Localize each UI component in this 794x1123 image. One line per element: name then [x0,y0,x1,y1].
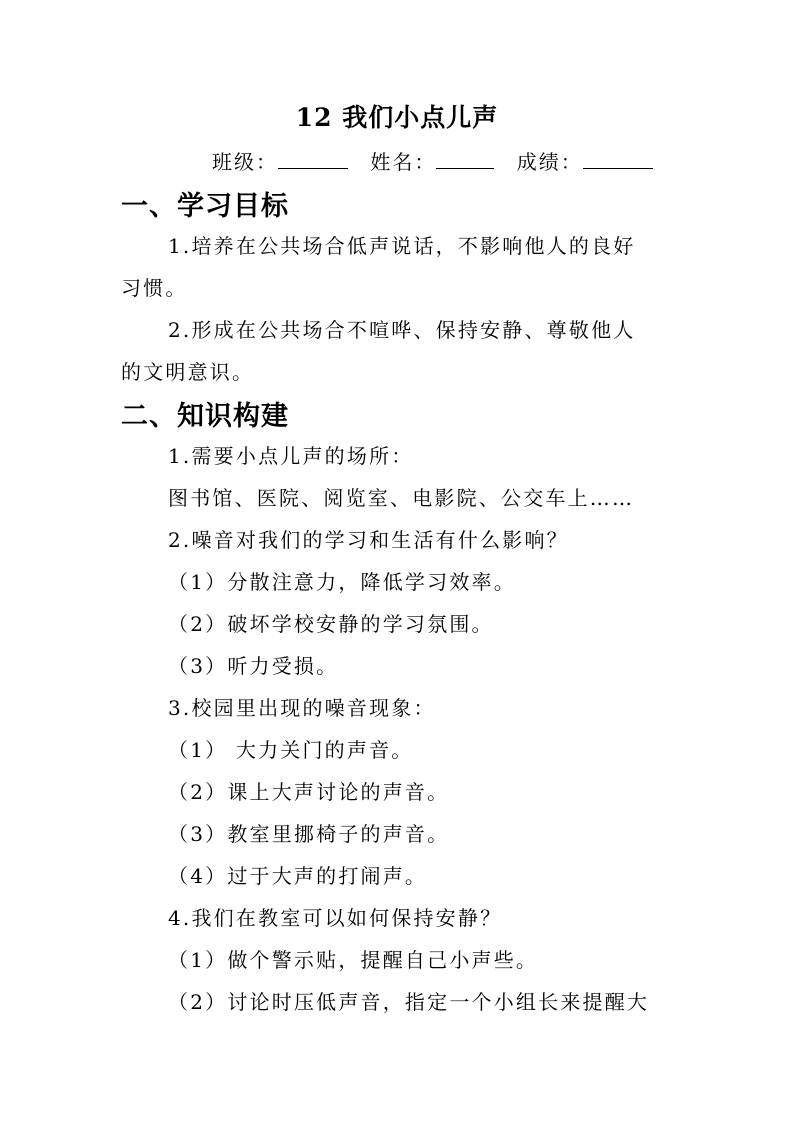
goal-line: 2.形成在公共场合不喧哗、保持安静、尊敬他人 [168,318,636,342]
name-label: 姓名： [370,150,437,174]
section-heading-goals: 一、学习目标 [121,191,289,222]
knowledge-line: 2.噪音对我们的学习和生活有什么影响？ [168,528,569,552]
goal-line: 习惯。 [121,276,188,300]
score-blank[interactable] [583,148,653,169]
section-heading-knowledge: 二、知识构建 [121,401,289,432]
goal-line: 1.培养在公共场合低声说话，不影响他人的良好 [168,234,636,258]
knowledge-line: 图书馆、医院、阅览室、电影院、公交车上…… [168,486,635,510]
knowledge-line: （3）听力受损。 [168,654,339,678]
knowledge-line: （2）课上大声讨论的声音。 [168,780,450,804]
knowledge-line: 1.需要小点儿声的场所： [168,444,414,468]
name-blank[interactable] [436,148,494,169]
document-title: 12 我们小点儿声 [295,103,499,132]
knowledge-line: 4.我们在教室可以如何保持安静？ [168,906,503,930]
knowledge-line: （2）破坏学校安静的学习氛围。 [168,612,494,636]
class-blank[interactable] [278,148,348,169]
goal-line: 的文明意识。 [121,360,255,384]
knowledge-line: 3.校园里出现的噪音现象： [168,696,436,720]
knowledge-line: （3）教室里挪椅子的声音。 [168,822,450,846]
class-label: 班级： [212,150,278,174]
score-label: 成绩： [516,150,583,174]
knowledge-line: （1） 大力关门的声音。 [168,738,414,762]
knowledge-line: （1）做个警示贴，提醒自己小声些。 [168,948,539,972]
knowledge-line: （2）讨论时压低声音，指定一个小组长来提醒大 [168,990,650,1014]
knowledge-line: （1）分散注意力，降低学习效率。 [168,570,516,594]
knowledge-line: （4）过于大声的打闹声。 [168,864,428,888]
student-info-line [212,146,653,175]
